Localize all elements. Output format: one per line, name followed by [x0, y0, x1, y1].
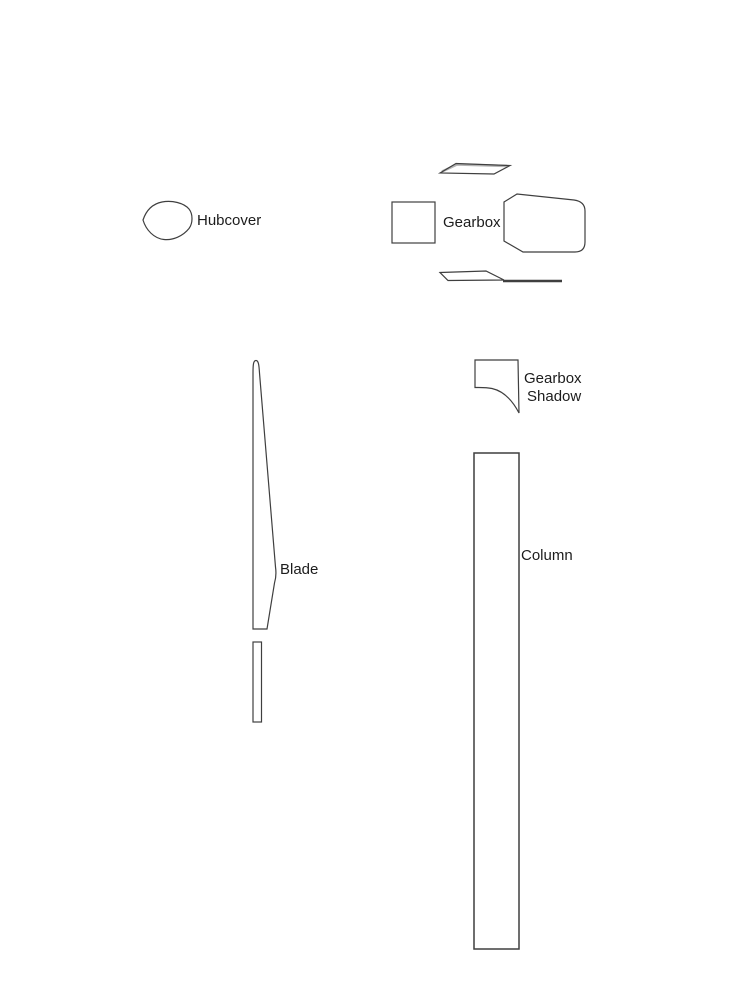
column-label: Column [521, 547, 573, 564]
gearbox-label: Gearbox [443, 214, 501, 231]
hubcover-label: Hubcover [197, 212, 262, 229]
gearbox-body-shape [504, 194, 585, 252]
column-shape [474, 453, 519, 949]
gearbox-shadow-label-line1: Gearbox [524, 370, 582, 387]
blade-root-shape [253, 642, 262, 722]
blade-shape [253, 361, 276, 630]
gearbox-square-shape [392, 202, 435, 243]
gearbox-shadow-label-line2: Shadow [527, 387, 582, 405]
gearbox-base-shape [440, 271, 504, 281]
blade-label: Blade [280, 561, 319, 578]
hubcover-shape [143, 201, 192, 239]
gearbox-shadow-label [524, 370, 582, 405]
gearbox-shadow-shape [475, 360, 519, 413]
